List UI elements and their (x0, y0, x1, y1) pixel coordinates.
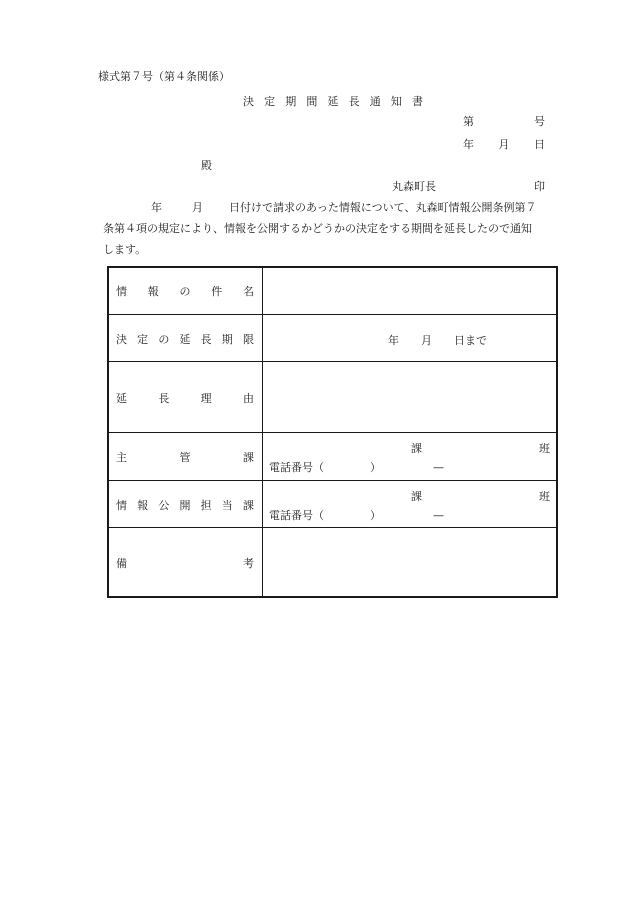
until-year: 年 (388, 334, 399, 347)
extension-info-table (107, 266, 558, 598)
section-unit-line (411, 488, 550, 504)
label-cell (109, 362, 263, 433)
reason-value-cell[interactable] (263, 362, 556, 433)
sender-line (392, 178, 545, 194)
date-day: 日 (534, 138, 545, 151)
body-line-1-text: 日付けで請求のあった情報について、丸森町情報公開条例第７ (229, 201, 537, 214)
until-month: 月 (421, 334, 432, 347)
label-remarks: 備 考 (116, 556, 254, 570)
title-char: 知 (390, 95, 402, 108)
remarks-value-cell[interactable] (263, 528, 556, 597)
title-char: 決 (243, 95, 254, 108)
row-extended-deadline (109, 314, 556, 362)
phone-number-line (269, 459, 444, 475)
phone-number-line (269, 507, 444, 523)
addressee: 殿 (201, 159, 212, 172)
label-cell (109, 528, 263, 597)
unit-ka: 課 (411, 442, 422, 455)
phone-close: ） (370, 509, 381, 522)
label-extended-deadline: 決 定 の 延 長 期 限 (116, 332, 254, 346)
row-disclosure-section (109, 480, 556, 528)
row-extension-reason (109, 361, 556, 433)
label-cell (109, 315, 263, 362)
title-char: 延 (327, 95, 339, 108)
responsible-section-value-cell[interactable] (263, 433, 556, 481)
disclosure-section-value-cell[interactable] (263, 481, 556, 528)
sender-name: 丸森町長 (392, 180, 436, 193)
number-suffix: 号 (534, 115, 545, 128)
body-paragraph (103, 197, 550, 260)
row-subject (109, 268, 556, 314)
phone-close: ） (370, 461, 381, 474)
body-line-1 (103, 197, 550, 218)
phone-dash: — (433, 509, 444, 522)
unit-han: 班 (539, 442, 550, 455)
body-line-2: 条第４項の規定により、情報を公開するかどうかの決定をする期間を延長したので通知 (103, 222, 532, 235)
label-cell (109, 268, 263, 314)
body-year: 年 (151, 201, 162, 214)
phone-dash: — (433, 461, 444, 474)
row-responsible-section (109, 432, 556, 481)
title-char: 期 (285, 95, 297, 108)
deadline-value-cell[interactable] (263, 315, 556, 362)
deadline-date-template (388, 332, 487, 348)
title-char: 間 (306, 95, 318, 108)
phone-label: 電話番号（ (269, 509, 324, 522)
issue-date-line (463, 136, 545, 152)
section-unit-line (411, 440, 550, 456)
unit-ka: 課 (411, 490, 422, 503)
label-disclosure-section: 情 報 公 開 担 当 課 (116, 498, 254, 512)
date-month: 月 (498, 138, 510, 151)
body-line-3: します。 (103, 243, 147, 256)
label-subject: 情 報 の 件 名 (116, 285, 254, 298)
title-char: 長 (348, 95, 360, 108)
label-cell (109, 433, 263, 481)
label-cell (109, 481, 263, 528)
document-title (243, 93, 423, 109)
until-day: 日まで (454, 334, 487, 347)
body-month: 月 (192, 201, 203, 214)
title-char: 通 (369, 95, 381, 108)
title-char: 定 (264, 95, 276, 108)
seal-mark: 印 (534, 180, 545, 193)
number-prefix: 第 (463, 115, 474, 128)
subject-value-cell[interactable] (263, 268, 556, 314)
title-char: 書 (412, 95, 423, 108)
form-number: 様式第７号（第４条関係） (98, 70, 230, 83)
row-remarks (109, 527, 556, 597)
unit-han: 班 (539, 490, 550, 503)
label-extension-reason: 延 長 理 由 (116, 391, 254, 405)
date-year: 年 (463, 138, 474, 151)
phone-label: 電話番号（ (269, 461, 324, 474)
document-number-line (463, 113, 545, 129)
label-responsible-section: 主 管 課 (116, 451, 254, 464)
